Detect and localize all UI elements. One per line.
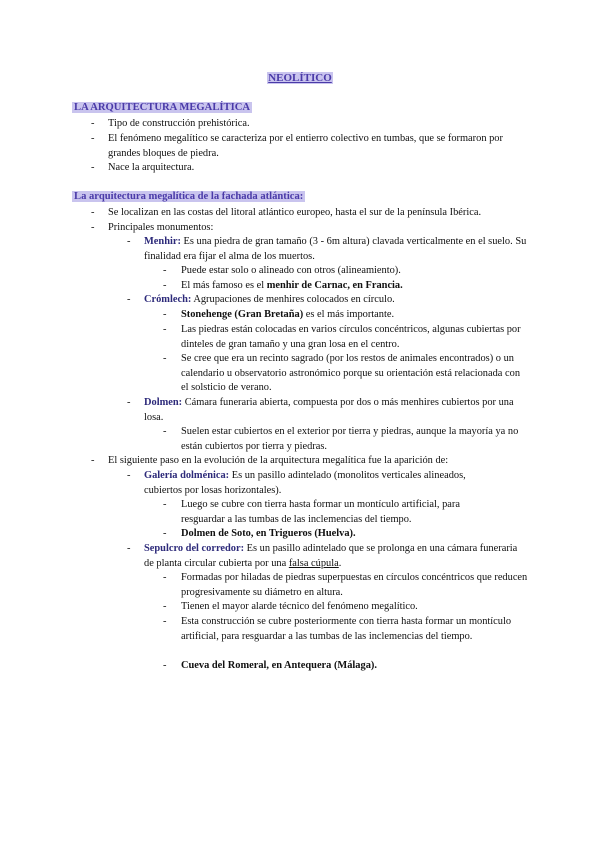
bullet-dash: -	[91, 222, 95, 233]
bullet-dash: -	[91, 162, 95, 173]
term-galeria-dolmenica: Galería dolménica:	[144, 470, 230, 481]
monument-sepulcro-del-corredor	[144, 542, 528, 571]
page-title	[0, 71, 600, 86]
bullet-dash: -	[163, 280, 167, 291]
sub-bullet-text: El más famoso es el	[181, 280, 267, 291]
section-heading-text: LA ARQUITECTURA MEGALÍTICA	[74, 102, 251, 113]
section-heading-fachada-atlantica	[72, 190, 305, 205]
bullet-dash: -	[163, 324, 167, 335]
bullet-dash: -	[127, 294, 131, 305]
section-heading-text: La arquitectura megalítica de la fachada atlántica:	[74, 191, 304, 202]
punctuation: .	[338, 557, 342, 569]
monument-description: Agrupaciones de menhires colocados en círculo.	[191, 294, 395, 305]
term-dolmen: Dolmen:	[144, 397, 183, 408]
bullet-item: Se localizan en las costas del litoral atlántico europeo, hasta el sur de la península Ibérica.	[108, 207, 482, 218]
sub-bullet-item: Se cree que era un recinto sagrado (por los restos de animales encontrados) o un calendario u observatorio astronómico porque su orientación está relacionada con el solsticio de verano.	[181, 353, 521, 393]
sub-bullet-item	[181, 279, 528, 294]
bullet-dash: -	[91, 207, 95, 218]
landmark-stonehenge: Stonehenge (Gran Bretaña)	[181, 309, 304, 320]
underlined-term-falsa-cupula: falsa cúpula	[288, 557, 339, 569]
bullet-dash: -	[163, 616, 167, 627]
landmark-dolmen-de-soto: Dolmen de Soto, en Trigueros (Huelva).	[181, 528, 356, 539]
bullet-dash: -	[127, 543, 131, 554]
bullet-dash: -	[127, 397, 131, 408]
monument-description: Es un pasillo adintelado (monolitos verticales alineados, cubiertos por losas horizontales).	[144, 470, 466, 496]
landmark-carnac: menhir de Carnac, en Francia.	[266, 280, 403, 291]
bullet-item: El siguiente paso en la evolución de la arquitectura megalítica fue la aparición de:	[108, 455, 449, 466]
sub-bullet-item: Puede estar solo o alineado con otros (alineamiento).	[181, 265, 401, 276]
section-heading-arquitectura-megalitica	[72, 101, 252, 116]
bullet-dash: -	[163, 309, 167, 320]
bullet-item: Principales monumentos:	[108, 222, 214, 233]
monument-description: Es una piedra de gran tamaño (3 - 6m altura) clavada verticalmente en el suelo. Su finalidad era fijar el alma de los muertos.	[144, 236, 527, 262]
bullet-item: Nace la arquitectura.	[108, 162, 195, 173]
monument-cromlech	[144, 293, 528, 308]
landmark-cueva-del-romeral: Cueva del Romeral, en Antequera (Málaga).	[181, 660, 377, 671]
bullet-dash: -	[127, 236, 131, 247]
bullet-dash: -	[163, 528, 167, 539]
bullet-dash: -	[163, 353, 167, 364]
bullet-dash: -	[91, 133, 95, 144]
bullet-dash: -	[163, 572, 167, 583]
sub-bullet-item: Formadas por hiladas de piedras superpuestas en círculos concéntricos que reducen progresivamente su diámetro en altura.	[181, 572, 528, 598]
monument-dolmen	[144, 396, 528, 425]
sub-bullet-item: Esta construcción se cubre posteriormente con tierra hasta formar un montículo artificial, para resguardar a las tumbas de las inclemencias del tiempo.	[181, 616, 512, 642]
sub-bullet-item	[181, 308, 528, 323]
sub-bullet-text: es el más importante.	[303, 309, 395, 320]
bullet-dash: -	[163, 660, 167, 671]
monument-description: Cámara funeraria abierta, compuesta por dos o más menhires cubiertos por una losa.	[144, 397, 514, 423]
monument-galeria-dolmenica	[144, 469, 474, 498]
term-cromlech: Crómlech:	[144, 294, 192, 305]
bullet-dash: -	[91, 455, 95, 466]
monument-description: Es un pasillo adintelado que se prolonga en una cámara funeraria de planta circular cubierta por una	[144, 543, 518, 569]
sub-bullet-item: Las piedras están colocadas en varios círculos concéntricos, algunas cubiertas por dinteles de gran tamaño y una gran losa en el centro.	[181, 324, 521, 350]
bullet-item: El fenómeno megalítico se caracteriza por el entierro colectivo en tumbas, que se formaron por grandes bloques de piedra.	[108, 133, 503, 159]
bullet-dash: -	[163, 499, 167, 510]
bullet-dash: -	[127, 470, 131, 481]
sub-bullet-item: Tienen el mayor alarde técnico del fenómeno megalítico.	[181, 601, 418, 612]
bullet-dash: -	[163, 265, 167, 276]
sub-bullet-item: Suelen estar cubiertos en el exterior por tierra y piedras, aunque la mayoría ya no están cubiertos por tierra y piedras.	[181, 426, 519, 452]
sub-bullet-item: Luego se cubre con tierra hasta formar un montículo artificial, para resguardar a las tumbas de las inclemencias del tiempo.	[181, 499, 460, 525]
bullet-item: Tipo de construcción prehistórica.	[108, 118, 250, 129]
bullet-dash: -	[163, 601, 167, 612]
bullet-dash: -	[163, 426, 167, 437]
term-sepulcro-del-corredor: Sepulcro del corredor:	[144, 543, 245, 554]
monument-menhir	[144, 235, 528, 264]
bullet-dash: -	[91, 118, 95, 129]
term-menhir: Menhir:	[144, 236, 181, 247]
page-title-text: NEOLÍTICO	[268, 72, 332, 84]
